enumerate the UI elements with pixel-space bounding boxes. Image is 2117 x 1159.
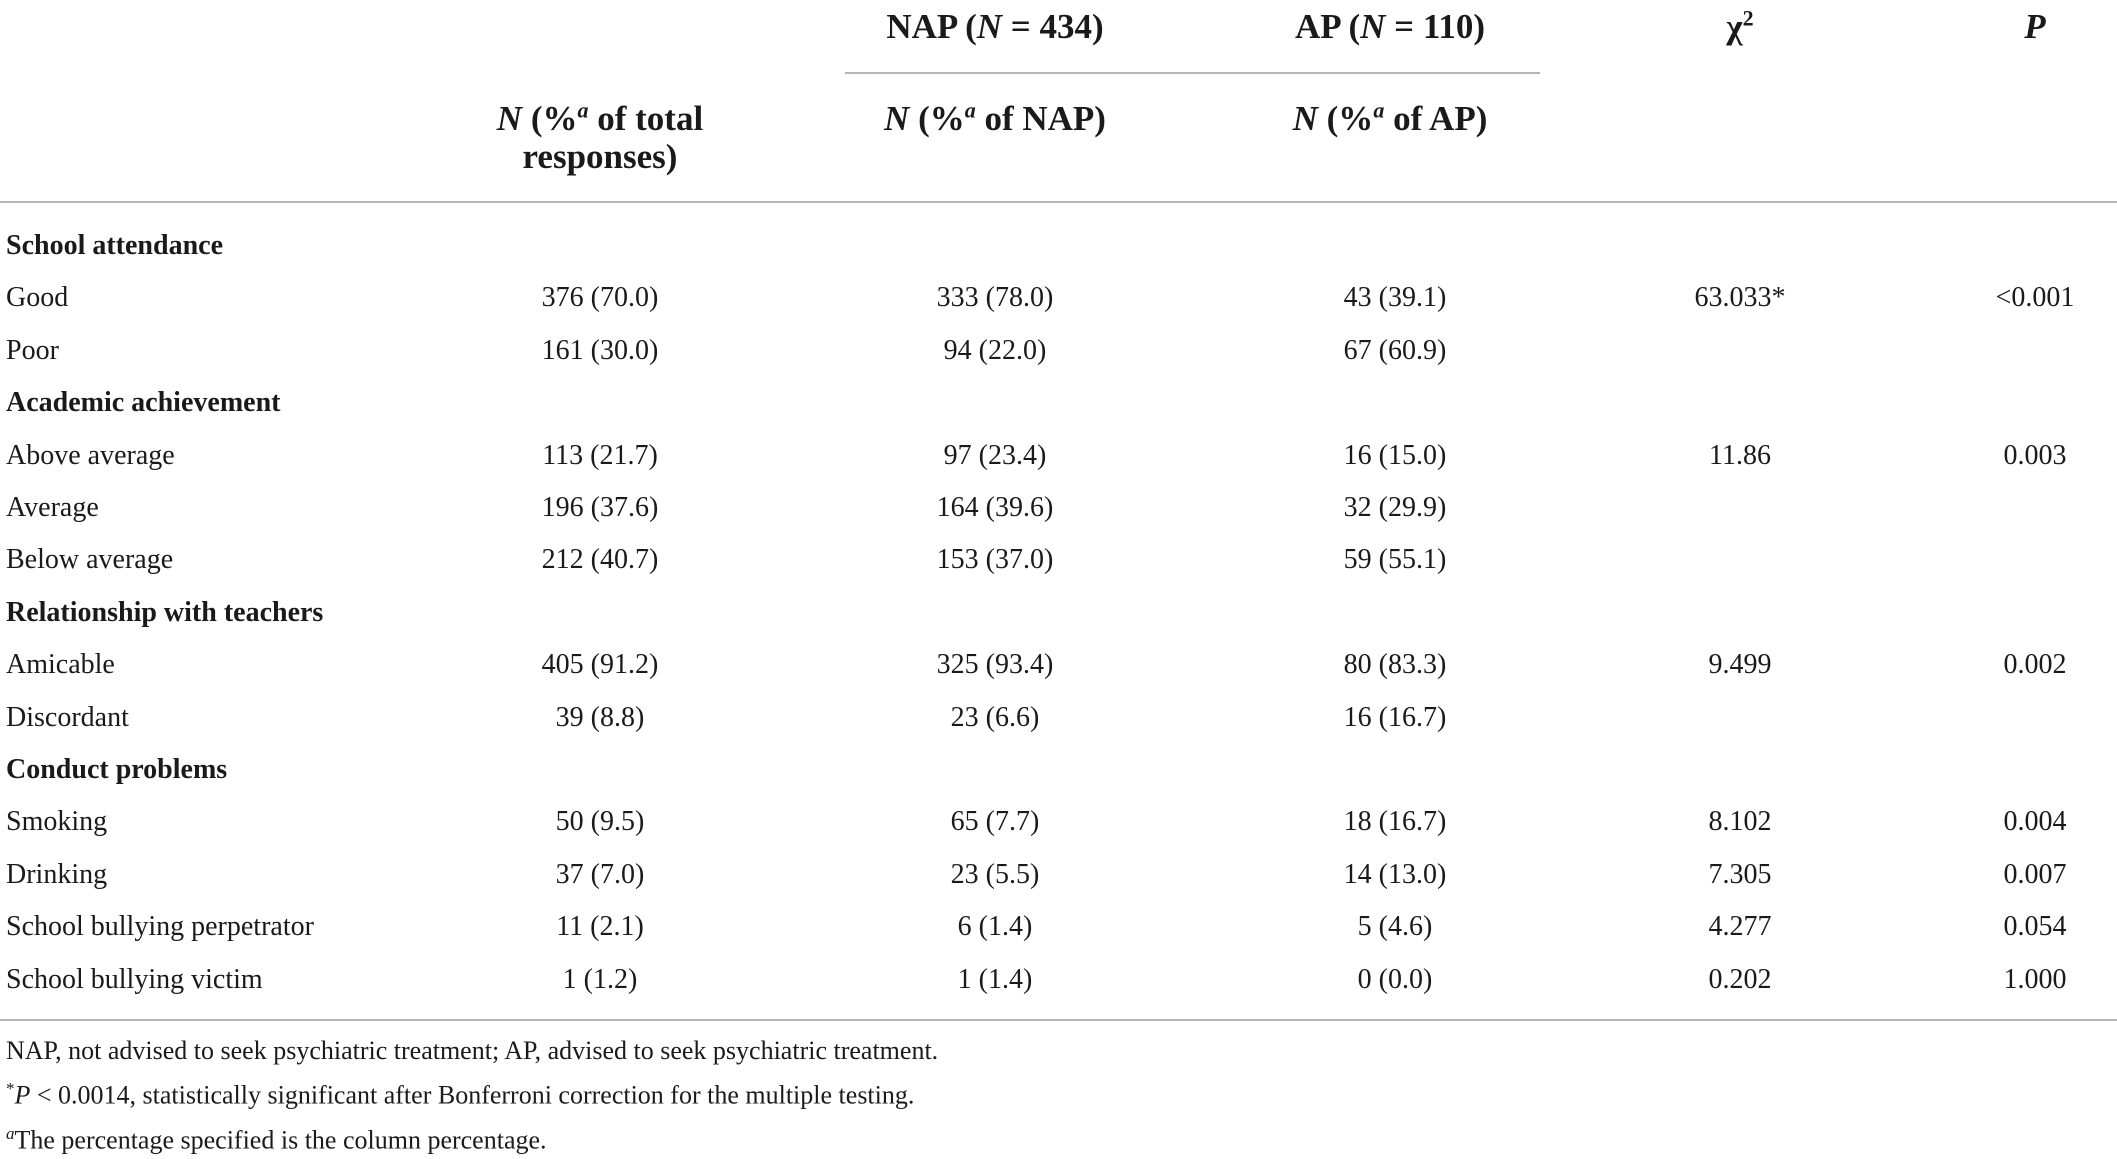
- table-row: [0, 849, 2117, 901]
- nap-sub-n-symbol: N: [884, 99, 910, 138]
- cell-p: 1.000: [2003, 963, 2067, 995]
- cell-label: Academic achievement: [6, 387, 281, 419]
- cell-ap: 5 (4.6): [1357, 911, 1433, 943]
- footnote-significance: [6, 1070, 938, 1115]
- footnote-abbrev-text: NAP, not advised to seek psychiatric treatment; AP, advised to seek psychiatric treatment.: [6, 1036, 939, 1065]
- cell-total: 37 (7.0): [555, 858, 645, 890]
- cell-ap: 14 (13.0): [1343, 858, 1447, 890]
- footnote-pct-text: The percentage specified is the column percentage.: [14, 1125, 547, 1155]
- cell-ap: 80 (83.3): [1343, 649, 1447, 681]
- cell-p: 0.003: [2003, 439, 2067, 471]
- cell-ap: 32 (29.9): [1343, 492, 1447, 523]
- header-ap-group: [1240, 8, 1540, 46]
- cell-nap: 164 (39.6): [936, 492, 1054, 523]
- section-header-row: [0, 587, 2117, 639]
- cell-chi: 9.499: [1708, 649, 1772, 681]
- cell-p: 0.002: [2003, 649, 2067, 681]
- nap-sub-sup: a: [964, 97, 976, 123]
- cell-nap: 1 (1.4): [957, 963, 1033, 995]
- cell-label: Average: [6, 492, 99, 523]
- cell-ap: 16 (15.0): [1343, 439, 1447, 471]
- cell-chi: 0.202: [1708, 963, 1772, 995]
- table-row: [0, 796, 2117, 848]
- cell-nap: 6 (1.4): [957, 911, 1033, 943]
- total-rest-line2: responses): [522, 137, 678, 176]
- total-pct: (%: [522, 99, 578, 138]
- cell-nap: 97 (23.4): [943, 439, 1047, 471]
- section-header-row: [0, 377, 2117, 429]
- cell-label: Poor: [6, 334, 59, 366]
- nap-sub-pct: (%: [909, 99, 965, 138]
- cell-chi: 4.277: [1708, 911, 1772, 943]
- cell-label: Amicable: [6, 649, 115, 681]
- cell-chi: 8.102: [1708, 806, 1772, 838]
- cell-ap: 18 (16.7): [1343, 806, 1447, 838]
- table-row: [0, 272, 2117, 324]
- cell-label: Above average: [6, 439, 175, 471]
- table-row: [0, 482, 2117, 534]
- footnote-sig-p: P: [14, 1080, 31, 1110]
- ap-sub-rest: of AP): [1384, 99, 1488, 138]
- table-row: [0, 325, 2117, 377]
- cell-label: Smoking: [6, 806, 108, 838]
- chi-symbol: χ: [1726, 7, 1743, 46]
- cell-label: Discordant: [6, 701, 129, 733]
- cell-total: 405 (91.2): [541, 649, 659, 681]
- group-header-rule: [845, 72, 1540, 74]
- cell-ap: 16 (16.7): [1343, 701, 1447, 733]
- header-bottom-rule: [0, 201, 2117, 203]
- total-sup: a: [577, 97, 589, 123]
- cell-total: 11 (2.1): [556, 911, 644, 943]
- ap-sub-pct: (%: [1317, 99, 1374, 138]
- cell-label: Relationship with teachers: [6, 596, 324, 628]
- footnotes: [6, 1032, 938, 1159]
- cell-total: 50 (9.5): [555, 806, 645, 838]
- footnote-sig-mark: *: [6, 1079, 15, 1098]
- p-label: P: [2024, 7, 2046, 46]
- cell-label: Conduct problems: [6, 754, 228, 785]
- cell-ap: 43 (39.1): [1343, 282, 1447, 314]
- table-row: [0, 534, 2117, 586]
- table-row: [0, 954, 2117, 1006]
- header-total: [455, 97, 745, 176]
- cell-ap: 67 (60.9): [1343, 334, 1447, 366]
- table-row: [0, 430, 2117, 482]
- cell-nap: 23 (6.6): [950, 701, 1040, 733]
- cell-nap: 325 (93.4): [936, 649, 1054, 681]
- cell-total: 161 (30.0): [541, 334, 659, 366]
- cell-total: 196 (37.6): [541, 492, 659, 523]
- header-ap-sub: [1240, 97, 1540, 138]
- nap-group-label: NAP: [886, 7, 957, 46]
- cell-total: 212 (40.7): [541, 544, 659, 576]
- cell-chi: 11.86: [1709, 439, 1771, 471]
- cell-p: 0.004: [2003, 806, 2067, 838]
- cell-p: <0.001: [1995, 282, 2075, 314]
- cell-total: 39 (8.8): [555, 701, 645, 733]
- ap-n-value: = 110): [1385, 7, 1486, 46]
- cell-label: School bullying victim: [6, 963, 263, 995]
- section-header-row: [0, 744, 2117, 796]
- chi-exponent: 2: [1742, 5, 1754, 31]
- footnote-abbreviations: [6, 1032, 938, 1070]
- table-row: [0, 901, 2117, 953]
- cell-label: School bullying perpetrator: [6, 911, 314, 943]
- ap-n-open: (: [1348, 7, 1361, 46]
- nap-n-symbol: N: [976, 7, 1003, 46]
- ap-sub-sup: a: [1373, 97, 1385, 123]
- header-nap-sub: [845, 97, 1145, 138]
- cell-total: 376 (70.0): [541, 282, 659, 314]
- table-row: [0, 639, 2117, 691]
- cell-p: 0.054: [2003, 911, 2067, 943]
- nap-n-open: (: [965, 7, 977, 46]
- cell-p: 0.007: [2003, 858, 2067, 890]
- cell-total: 1 (1.2): [562, 963, 638, 995]
- cell-chi: 63.033*: [1694, 282, 1786, 314]
- cell-nap: 153 (37.0): [936, 544, 1054, 576]
- total-n-symbol: N: [496, 99, 523, 138]
- header-chi-square: [1640, 5, 1840, 46]
- nap-sub-rest: of NAP): [975, 99, 1106, 138]
- cell-nap: 65 (7.7): [950, 806, 1040, 838]
- cell-nap: 94 (22.0): [943, 334, 1047, 366]
- footnote-sig-text: < 0.0014, statistically significant after Bonferroni correction for the multiple testing.: [30, 1080, 915, 1110]
- ap-sub-n-symbol: N: [1292, 99, 1318, 138]
- header-nap-group: [845, 8, 1145, 46]
- cell-label: Drinking: [6, 858, 108, 890]
- cell-nap: 333 (78.0): [936, 282, 1054, 314]
- footnote-pct-mark: a: [6, 1123, 15, 1143]
- table-bottom-rule: [0, 1019, 2117, 1021]
- section-header-row: [0, 220, 2117, 272]
- cell-label: Good: [6, 282, 69, 314]
- ap-n-symbol: N: [1360, 7, 1386, 46]
- cell-chi: 7.305: [1708, 858, 1772, 890]
- cell-ap: 59 (55.1): [1343, 544, 1447, 576]
- cell-nap: 23 (5.5): [950, 858, 1040, 890]
- total-rest-line1: of total: [588, 99, 704, 138]
- header-p: [1935, 8, 2117, 46]
- nap-n-value: = 434): [1002, 7, 1104, 46]
- footnote-percentage: [6, 1115, 938, 1159]
- cell-label: Below average: [6, 544, 174, 576]
- ap-group-label: AP: [1294, 7, 1340, 46]
- cell-label: School attendance: [6, 230, 223, 261]
- cell-total: 113 (21.7): [542, 439, 658, 471]
- cell-ap: 0 (0.0): [1357, 963, 1433, 995]
- table-row: [0, 692, 2117, 744]
